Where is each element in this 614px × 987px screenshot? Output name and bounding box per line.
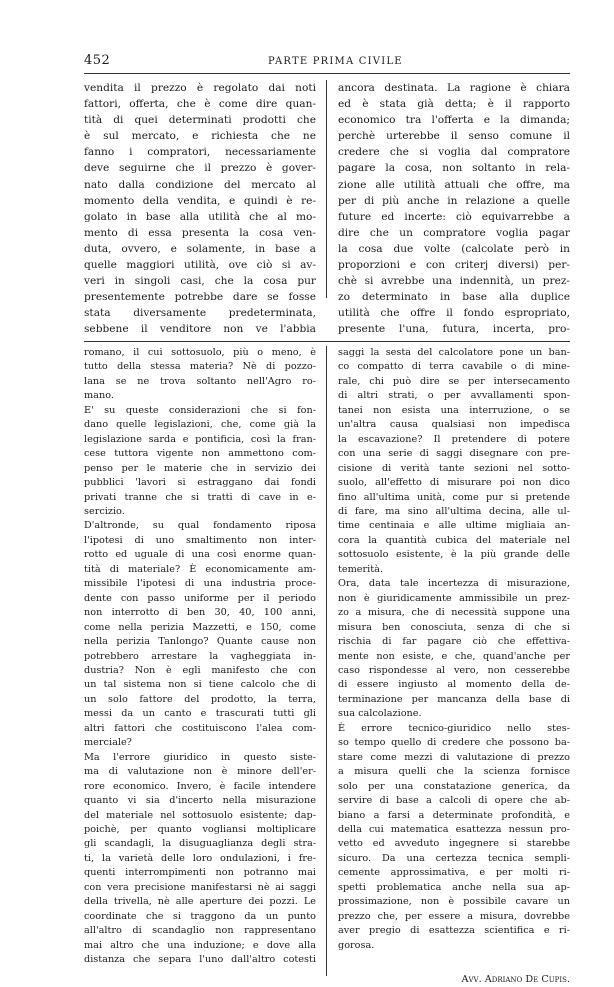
text-line: mai altro che una induzione; e dove alla: [84, 939, 316, 951]
text-line: prezzo che, per essere a misura, dovrebbe: [338, 910, 570, 922]
text-line: quelle maggiori utilità, ove ciò si av-: [84, 259, 316, 272]
text-line: perchè urterebbe il senso comune il: [338, 130, 570, 143]
signature: Avv. Adriano De Cupis.: [461, 974, 570, 985]
text-line: Ora, data tale incertezza di misurazione,: [338, 578, 570, 590]
text-line: come nella perizia Mazzetti, e 150, come: [84, 621, 316, 633]
text-line: coordinate che si traggono da un punto: [84, 910, 316, 922]
text-line: dustria? Non è egli manifesto che con: [84, 664, 316, 676]
text-line: future ed incerte: ciò equivarrebbe a: [338, 210, 570, 223]
text-line: un tal sistema non si tiene calcolo che di: [84, 679, 316, 691]
text-line: veri in singoli casi, che la cosa pur: [84, 275, 316, 288]
text-line: legislazione sarda e pontificia, così la fran-: [84, 433, 316, 445]
text-line: golato in base alla utilità che al mo-: [84, 210, 316, 223]
text-line: dente con passo uniforme per il periodo: [84, 592, 316, 604]
text-line: merciale?: [84, 737, 132, 749]
text-line: missibile l'ipotesi di una industria proce-: [84, 578, 316, 590]
text-line: credere che si voglia dal compratore: [338, 146, 570, 159]
text-line: con vera precisione manifestarsi nè ai saggi: [84, 881, 316, 893]
text-line: di fare, ma sino all'ultima decina, alle ul-: [338, 505, 570, 517]
text-line: time centinaia e alle ultime migliaia an-: [338, 520, 570, 532]
bottom-left-column: [84, 346, 316, 967]
text-line: ma di valutazione non è minore dell'er-: [84, 766, 316, 778]
text-line: stata diversamente predeterminata,: [84, 307, 316, 320]
text-line: stare come mezzi di valutazione di prezzo: [338, 751, 570, 763]
text-line: lana se ne trova soltanto nell'Agro ro-: [84, 375, 316, 387]
text-line: so tempo quello di credere che possono ba-: [338, 737, 570, 749]
text-line: distanza che separa l'uno dall'altro cotesti: [84, 954, 316, 966]
text-line: ed è stata già detta; è il rapporto: [338, 98, 570, 111]
text-line: rale, chi può dire se per intersecamento: [338, 375, 570, 387]
text-line: solo per una constatazione generica, da: [338, 780, 570, 792]
text-line: aver pregio di esattezza scientifica e ri-: [338, 925, 570, 937]
text-line: mento di essa presenta la cosa ven-: [84, 226, 316, 239]
text-line: presente l'una, futura, incerta, pro-: [338, 323, 570, 336]
text-line: di essere ingiusto al momento della de-: [338, 679, 570, 691]
text-line: tutto della stessa materia? Nè di pozzo-: [84, 361, 316, 373]
text-line: nella perizia Tanlongo? Quante cause non: [84, 636, 316, 648]
section-divider: [84, 341, 570, 342]
text-line: cese tuttora vigente non ammettono com-: [84, 448, 316, 460]
text-line: zo a misura, che di necessità suppone una: [338, 607, 570, 619]
text-line: quenti interrompimenti non potranno mai: [84, 867, 316, 879]
text-line: altri fattori che costituiscono l'alea com-: [84, 722, 316, 734]
text-line: zione alle utilità attuali che offre, ma: [338, 178, 570, 191]
text-line: servire di base a calcoli di opere che ab-: [338, 795, 570, 807]
column-rule-bottom: [326, 346, 327, 976]
text-line: privati tranne che si tratti di cave in e-: [84, 491, 316, 503]
text-line: poichè, per quanto vogliansi moltiplicare: [84, 823, 316, 835]
signature-block: [338, 973, 570, 987]
text-line: sua calcolazione.: [338, 708, 422, 720]
text-line: della cui matematica esattezza nessun pro-: [338, 823, 570, 835]
text-line: vendita il prezzo è regolato dai noti: [84, 82, 316, 94]
text-line: pubblici 'lavori si estraggano dai fondi: [84, 477, 316, 489]
text-line: misura ben conosciuta, senza di che si: [338, 621, 570, 633]
text-line: del materiale nel sottosuolo esistente; dap-: [84, 809, 316, 821]
bottom-right-column: [338, 346, 570, 953]
text-line: ancora destinata. La ragione è chiara: [338, 82, 570, 94]
text-line: prossimazione, non è possibile cavare un: [338, 896, 570, 908]
text-line: Ma l'errore giuridico in questo siste-: [84, 751, 316, 763]
text-line: messi da un canto e trascurati tutti gli: [84, 708, 316, 720]
text-line: temerità.: [338, 563, 384, 575]
text-line: cora la quantità cubica del materiale nel: [338, 534, 570, 546]
text-line: proporzioni e con criterj diversi) per-: [338, 259, 570, 272]
text-line: la escavazione? Il pretendere di potere: [338, 433, 570, 445]
text-line: un solo fattore del prodotto, la terra,: [84, 693, 316, 705]
text-line: nato dalla condizione del mercato al: [84, 178, 316, 191]
text-line: l'ipotesi di uno smaltimento non inter-: [84, 534, 316, 546]
column-rule-top: [326, 80, 327, 298]
header-rule: [84, 73, 570, 74]
text-line: per di più anche in relazione a quelle: [338, 194, 570, 207]
text-line: chè si avrebbe una indennità, un prez-: [338, 275, 570, 288]
text-line: un'altra causa qualsiasi non impedisca: [338, 419, 570, 431]
text-line: E' su queste considerazioni che si fon-: [84, 404, 316, 416]
text-line: suolo, all'effetto di misurare poi non dico: [338, 477, 570, 489]
text-line: deve seguirne che il prezzo è gover-: [84, 162, 316, 175]
top-left-column: [84, 80, 316, 338]
text-line: con una serie di saggi disegnare con pre-: [338, 448, 570, 460]
text-line: sebbene il venditore non ve l'abbia: [84, 323, 316, 336]
text-line: vetto ed avveduto ingegnere si starebbe: [338, 838, 570, 850]
text-line: spetti problematica anche nella sua ap-: [338, 881, 570, 893]
text-line: non interrotto di ben 30, 40, 100 anni,: [84, 607, 316, 619]
text-line: pagare la cosa, non soltanto in rela-: [338, 162, 570, 175]
text-line: utilità che offre il fondo espropriato,: [338, 307, 570, 320]
text-line: saggi la sesta del calcolatore pone un ban-: [338, 347, 570, 358]
text-line: ti, la varietà delle loro ondulazioni, i fre-: [84, 852, 316, 864]
text-line: È errore tecnico-giuridico nello stes-: [338, 722, 570, 734]
text-line: dano quelle legislazioni, che, come già la: [84, 419, 316, 431]
text-line: rischia di far pagare ciò che effettiva-: [338, 636, 570, 648]
text-line: gorosa.: [338, 939, 375, 951]
text-line: mente non esiste, e che, quand'anche per: [338, 650, 570, 662]
running-title: PARTE PRIMA CIVILE: [268, 56, 403, 67]
text-line: biano a farsi a determinate profondità, e: [338, 809, 570, 821]
text-line: di altri strati, o per avvallamenti spon-: [338, 390, 570, 402]
text-line: fattori, offerta, che è come dire quan-: [84, 98, 316, 111]
text-line: non è giuridicamente ammissibile un prez-: [338, 592, 570, 604]
text-line: mano.: [84, 390, 114, 402]
text-line: potrebbero arrestare la vagheggiata in-: [84, 650, 316, 662]
text-line: zo determinato in base alla duplice: [338, 291, 570, 304]
text-line: momento della vendita, e quindi è re-: [84, 194, 316, 207]
text-line: cemente approssimativa, e per molti ri-: [338, 867, 570, 879]
text-line: della trivella, nè alle aperture dei pozzi. Le: [84, 896, 316, 908]
text-line: sicuro. Da una certezza tecnica sempli-: [338, 852, 570, 864]
text-line: penso per le materie che in servizio dei: [84, 462, 316, 474]
text-line: sercizio.: [84, 505, 125, 517]
text-line: terminazione per mancanza della base di: [338, 693, 570, 705]
text-line: sottosuolo esistente, è la più grande delle: [338, 549, 570, 561]
text-line: rore economico. Invero, è facile intendere: [84, 780, 316, 792]
text-line: gli scandagli, la disuguaglianza degli stra-: [84, 838, 316, 850]
text-line: fanno i compratori, necessariamente: [84, 146, 316, 159]
text-line: D'altronde, su qual fondamento riposa: [84, 520, 316, 532]
text-line: romano, il cui sottosuolo, più o meno, è: [84, 347, 316, 358]
text-line: tità di materiale? È economicamente am-: [84, 563, 316, 575]
text-line: caso rispondesse al vero, non cesserebbe: [338, 664, 570, 676]
text-line: la cosa due volte (calcolate però in: [338, 242, 570, 255]
top-right-column: [338, 80, 570, 338]
text-line: economico tra l'offerta e la dimanda;: [338, 114, 570, 127]
text-line: a misura quelli che la scienza fornisce: [338, 766, 570, 778]
text-line: co compatto di terra cavabile o di mine-: [338, 361, 570, 373]
text-line: fino all'ultima unità, come pur si pretende: [338, 491, 570, 503]
text-line: dire che un compratore voglia pagar: [338, 226, 570, 239]
text-line: tanei non esista una interruzione, o se: [338, 404, 570, 416]
text-line: all'altro di scandaglio non rappresentano: [84, 925, 316, 937]
text-line: quanto vi sia d'incerto nella misurazione: [84, 795, 316, 807]
text-line: rotto ed uguale di una così enorme quan-: [84, 549, 316, 561]
text-line: tità di quei determinati prodotti che: [84, 114, 316, 127]
text-line: è sul mercato, e richiesta che ne: [84, 130, 316, 143]
text-line: duta, ovvero, e solamente, in base a: [84, 242, 316, 255]
page-number: 452: [84, 53, 111, 68]
text-line: cisione di verità tante sezioni nel sotto-: [338, 462, 570, 474]
text-line: presentemente potrebbe dare se fosse: [84, 291, 316, 304]
